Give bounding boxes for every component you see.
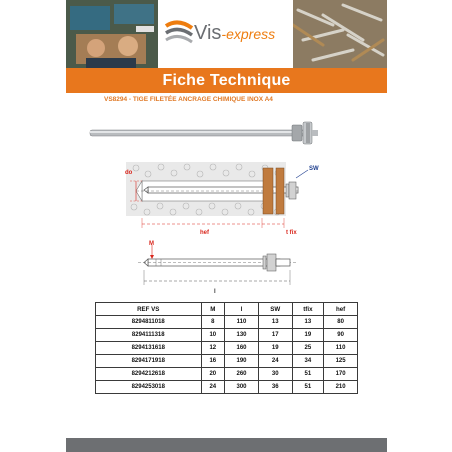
cell-sw: 19: [258, 342, 292, 355]
cell-tfix: 51: [292, 368, 324, 381]
cell-l: 110: [225, 316, 259, 329]
hef-label: hef: [200, 230, 209, 236]
cell-ref: 8294131618: [96, 342, 202, 355]
brand-suffix: -express: [221, 26, 276, 42]
table-row: [96, 316, 358, 329]
installation-section-diagram: [125, 162, 319, 236]
tools-photo: [66, 0, 158, 68]
table-row: [96, 342, 358, 355]
cell-m: 24: [201, 381, 225, 394]
cell-l: 260: [225, 368, 259, 381]
cell-ref: 8294171918: [96, 355, 202, 368]
cell-tfix: 34: [292, 355, 324, 368]
table-row: [96, 368, 358, 381]
title-banner: [66, 68, 387, 93]
banner-title: Fiche Technique: [162, 72, 291, 89]
do-label: do: [125, 170, 133, 176]
spec-table: [95, 302, 358, 394]
m-label: M: [149, 241, 154, 247]
cell-hef: 90: [324, 329, 358, 342]
cell-ref: 8294811018: [96, 316, 202, 329]
cell-sw: 17: [258, 329, 292, 342]
cell-sw: 24: [258, 355, 292, 368]
col-sw: SW: [258, 303, 292, 316]
footer-bar: [66, 438, 387, 452]
cell-m: 12: [201, 342, 225, 355]
cell-m: 20: [201, 368, 225, 381]
cell-tfix: 19: [292, 329, 324, 342]
table-header-row: [96, 303, 358, 316]
logo-swoosh-icon: [164, 20, 194, 46]
cell-m: 10: [201, 329, 225, 342]
cell-hef: 125: [324, 355, 358, 368]
col-l: l: [225, 303, 259, 316]
cell-ref: 8294212618: [96, 368, 202, 381]
brand-logo: [158, 0, 293, 68]
cell-tfix: 51: [292, 381, 324, 394]
cell-tfix: 25: [292, 342, 324, 355]
header: [66, 0, 387, 68]
datasheet-page: [66, 0, 387, 452]
product-title: VS8294 - TIGE FILETÉE ANCRAGE CHIMIQUE INOX A4: [104, 96, 273, 103]
cell-m: 16: [201, 355, 225, 368]
rod-dimension-diagram: [138, 241, 298, 295]
col-hef: hef: [324, 303, 358, 316]
screws-photo: [293, 0, 387, 68]
table-row: [96, 355, 358, 368]
brand-name: Vis: [194, 22, 222, 44]
table-row: [96, 381, 358, 394]
cell-sw: 36: [258, 381, 292, 394]
cell-sw: 13: [258, 316, 292, 329]
cell-sw: 30: [258, 368, 292, 381]
col-tfix: tfix: [292, 303, 324, 316]
cell-hef: 80: [324, 316, 358, 329]
cell-l: 160: [225, 342, 259, 355]
cell-l: 300: [225, 381, 259, 394]
tfix-label: t fix: [286, 230, 297, 236]
sw-label: SW: [309, 166, 319, 172]
col-m: M: [201, 303, 225, 316]
cell-ref: 8294253018: [96, 381, 202, 394]
technical-drawing: [66, 108, 387, 300]
cell-ref: 8294111318: [96, 329, 202, 342]
l-label: l: [214, 289, 216, 295]
col-ref: REF VS: [96, 303, 202, 316]
cell-hef: 170: [324, 368, 358, 381]
cell-hef: 110: [324, 342, 358, 355]
cell-m: 8: [201, 316, 225, 329]
cell-l: 190: [225, 355, 259, 368]
cell-tfix: 13: [292, 316, 324, 329]
table-row: [96, 329, 358, 342]
cell-hef: 210: [324, 381, 358, 394]
threaded-rod-image: [90, 122, 318, 144]
cell-l: 130: [225, 329, 259, 342]
